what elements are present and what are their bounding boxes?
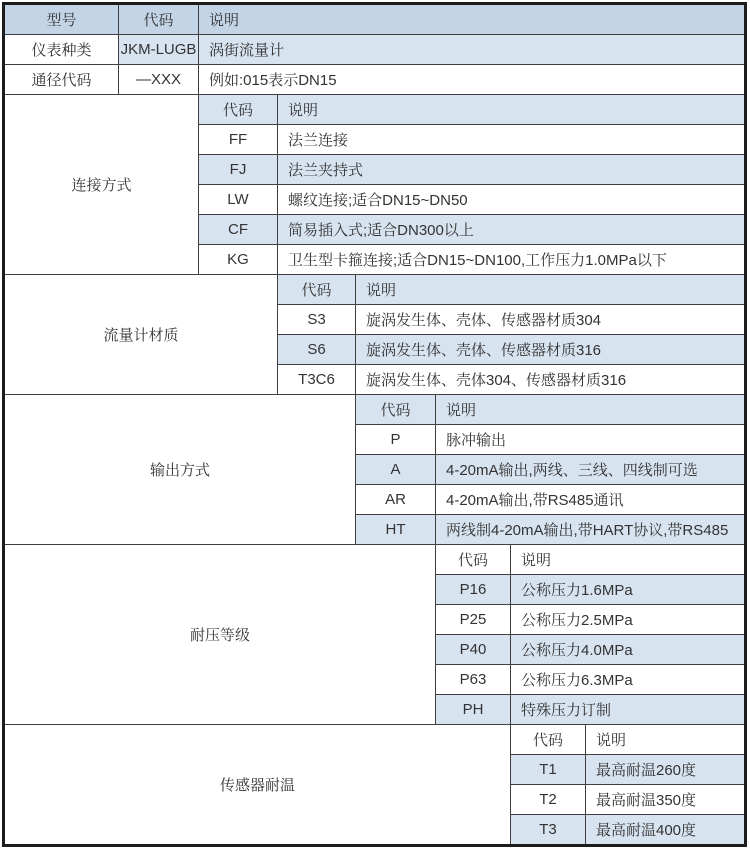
- desc-cell: 脉冲输出: [436, 425, 746, 455]
- desc-cell: 最高耐温260度: [586, 755, 746, 785]
- table-row: [4, 65, 746, 95]
- code-cell: A: [356, 455, 436, 485]
- col-header-code: 代码: [119, 4, 199, 35]
- desc-cell: 最高耐温400度: [586, 815, 746, 846]
- code-cell: T2: [511, 785, 586, 815]
- row-label-diameter: 通径代码: [4, 65, 119, 95]
- code-cell: T3C6: [278, 365, 356, 395]
- section-header-row: [4, 545, 746, 575]
- desc-cell: 涡街流量计: [199, 35, 746, 65]
- code-cell: AR: [356, 485, 436, 515]
- code-cell: LW: [199, 185, 278, 215]
- sub-header-code: 代码: [199, 95, 278, 125]
- sub-header-desc: 说明: [436, 395, 746, 425]
- code-cell: P63: [436, 665, 511, 695]
- code-cell: P40: [436, 635, 511, 665]
- sub-header-desc: 说明: [586, 725, 746, 755]
- desc-cell: 法兰连接: [278, 125, 746, 155]
- code-cell: P16: [436, 575, 511, 605]
- desc-cell: 4-20mA输出,两线、三线、四线制可选: [436, 455, 746, 485]
- section-header-row: [4, 95, 746, 125]
- sub-header-code: 代码: [436, 545, 511, 575]
- code-cell: FJ: [199, 155, 278, 185]
- sub-header-code: 代码: [278, 275, 356, 305]
- desc-cell: 例如:015表示DN15: [199, 65, 746, 95]
- desc-cell: 公称压力6.3MPa: [511, 665, 746, 695]
- desc-cell: 公称压力2.5MPa: [511, 605, 746, 635]
- desc-cell: 公称压力1.6MPa: [511, 575, 746, 605]
- sub-header-desc: 说明: [356, 275, 746, 305]
- desc-cell: 特殊压力订制: [511, 695, 746, 725]
- table-header-row: [4, 4, 746, 35]
- desc-cell: 公称压力4.0MPa: [511, 635, 746, 665]
- sub-header-code: 代码: [511, 725, 586, 755]
- col-header-model: 型号: [4, 4, 119, 35]
- desc-cell: 简易插入式;适合DN300以上: [278, 215, 746, 245]
- row-label-instrument: 仪表种类: [4, 35, 119, 65]
- code-cell: JKM-LUGB: [119, 35, 199, 65]
- code-cell: —XXX: [119, 65, 199, 95]
- desc-cell: 法兰夹持式: [278, 155, 746, 185]
- model-selection-table: [2, 2, 747, 847]
- code-cell: PH: [436, 695, 511, 725]
- table-row: [4, 35, 746, 65]
- code-cell: P: [356, 425, 436, 455]
- section-label-material: 流量计材质: [4, 275, 278, 395]
- col-header-desc: 说明: [199, 4, 746, 35]
- desc-cell: 两线制4-20mA输出,带HART协议,带RS485: [436, 515, 746, 545]
- desc-cell: 4-20mA输出,带RS485通讯: [436, 485, 746, 515]
- sub-header-desc: 说明: [278, 95, 746, 125]
- desc-cell: 最高耐温350度: [586, 785, 746, 815]
- sub-header-desc: 说明: [511, 545, 746, 575]
- code-cell: KG: [199, 245, 278, 275]
- code-cell: FF: [199, 125, 278, 155]
- desc-cell: 螺纹连接;适合DN15~DN50: [278, 185, 746, 215]
- section-label-temperature: 传感器耐温: [4, 725, 511, 846]
- section-header-row: [4, 725, 746, 755]
- sub-header-code: 代码: [356, 395, 436, 425]
- section-header-row: [4, 275, 746, 305]
- code-cell: HT: [356, 515, 436, 545]
- section-label-connection: 连接方式: [4, 95, 199, 275]
- desc-cell: 旋涡发生体、壳体、传感器材质304: [356, 305, 746, 335]
- section-label-output: 输出方式: [4, 395, 356, 545]
- code-cell: S3: [278, 305, 356, 335]
- desc-cell: 旋涡发生体、壳体、传感器材质316: [356, 335, 746, 365]
- code-cell: S6: [278, 335, 356, 365]
- desc-cell: 旋涡发生体、壳体304、传感器材质316: [356, 365, 746, 395]
- code-cell: T1: [511, 755, 586, 785]
- code-cell: CF: [199, 215, 278, 245]
- desc-cell: 卫生型卡箍连接;适合DN15~DN100,工作压力1.0MPa以下: [278, 245, 746, 275]
- section-label-pressure: 耐压等级: [4, 545, 436, 725]
- code-cell: T3: [511, 815, 586, 846]
- section-header-row: [4, 395, 746, 425]
- code-cell: P25: [436, 605, 511, 635]
